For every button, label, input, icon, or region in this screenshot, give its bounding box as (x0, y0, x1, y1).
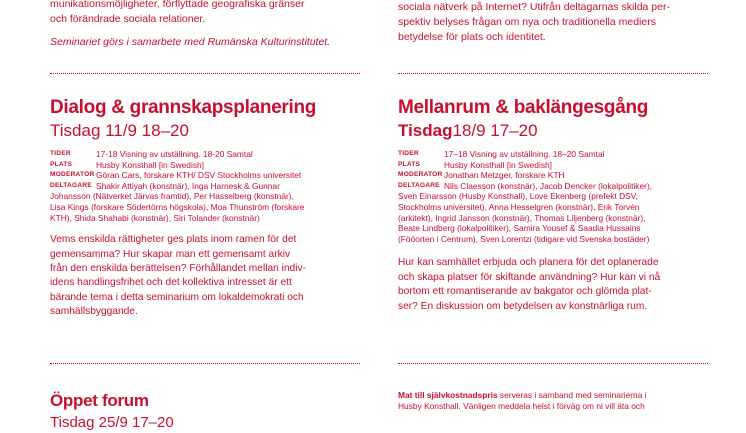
event-mellanrum (398, 97, 708, 314)
plats-value: Husby Konsthall [in Swedish] (444, 159, 552, 170)
desc-line: Hur kan samhället erbjuda och planera för det oplanerade (398, 257, 659, 269)
deltagare-cont: (Fööorten i Centrum), Sven Lorentzi (tidigare vid Svenska bostäder) (398, 233, 650, 244)
moderator-value: Göran Cars, forskare KTH/ DSV Stockholms universitet (96, 170, 302, 181)
collaboration-note: Seminariet görs i samarbete med Rumänska Kulturinstitutet. (50, 36, 331, 48)
moderator-label: MODERATOR (398, 171, 443, 179)
event-date: Tisdag 11/9 18–20 (50, 121, 189, 140)
top-right-line: spektiv belyses frågan om nya och traditionella mediers (398, 16, 656, 28)
divider (398, 73, 708, 74)
deltagare-cont: KTH), Shida Shahabi (konstnär), Siri Tolander (konstnär) (50, 212, 260, 223)
deltagare-label: DELTAGARE (50, 181, 92, 189)
deltagare-cont: Beate Lindberg (lokalpolitiker), Samira Yousef & Saadia Hussains (398, 223, 641, 234)
event-title: Mellanrum & baklängesgång (398, 97, 649, 118)
top-right-block (398, 0, 708, 45)
plats-label: PLATS (50, 160, 73, 168)
desc-line: ser? En diskussion om betydelsen av konstnärliga rum. (398, 300, 648, 312)
desc-line: bortom ett romantiserande av bakgator och glömda plat- (398, 286, 652, 298)
deltagare-label: DELTAGARE (398, 181, 440, 189)
top-right-line: sociala nätverk på Internet? Utifrån deltagarnas skilda per- (398, 1, 670, 13)
top-left-line: och förändrade sociala relationer. (50, 13, 206, 25)
desc-line: och skapa platser för skiftande användning? Hur kan vi nå (398, 271, 661, 283)
moderator-label: MODERATOR (50, 171, 95, 179)
event-dialog (50, 97, 360, 320)
desc-line: gemensamma? Hur skapar man ett gemensamt arkiv (50, 248, 291, 260)
divider (50, 363, 360, 364)
desc-line: bärande tema i detta seminarium om lokaldemokrati och (50, 291, 304, 303)
food-note (398, 390, 708, 412)
desc-line: Vems enskilda rättigheter ges plats inom ramen för det (50, 234, 297, 246)
deltagare-cont: Lisa Kings (forskare Södertörns högskola), Moa Thunström (forskare (50, 201, 305, 212)
deltagare-cont: Stockholms universitet), Anna Hesselgren (konstnär), Erik Torvén (398, 201, 640, 212)
event-meta (50, 149, 360, 223)
deltagare-value: Nils Claesson (konstnär), Jacob Dencker (lokalpolitiker), (444, 180, 653, 191)
plats-value: Husby Konsthall [in Swedish] (96, 159, 204, 170)
event-description (50, 233, 360, 319)
tider-label: TIDER (50, 150, 71, 157)
deltagare-cont: Sven Einarsson (Husby Konsthall), Love Ekenberg (prefekt DSV, (398, 191, 638, 202)
event-description (398, 256, 708, 314)
tider-value: 17-18 Visning av utställning. 18-20 Samtal (96, 149, 253, 159)
divider (398, 363, 708, 364)
event-open-forum (50, 391, 360, 433)
top-right-line: betydelse för plats och identitet. (398, 31, 546, 43)
deltagare-value: Shakir Attiyah (konstnär), Inga Harnesk & Gunnar (96, 180, 280, 191)
tider-label: TIDER (398, 150, 419, 157)
tider-value: 17–18 Visning av utställning. 18–20 Samtal (444, 149, 605, 159)
top-left-block (50, 0, 360, 50)
event-meta (398, 149, 708, 244)
divider (50, 73, 360, 74)
desc-line: från den enskilda berättelsen? Förhållandet mellan indiv- (50, 262, 306, 274)
event-title: Öppet forum (50, 391, 149, 410)
food-note-bold: Mat till självkostnadspris (398, 390, 498, 400)
food-note-line2: Husby Konsthall. Vänligen meddela helst i förväg om ni vill äta och (398, 401, 645, 411)
desc-line: idens handlingsfrihet och det kollektiva intresset är ett (50, 277, 292, 289)
plats-label: PLATS (398, 160, 421, 168)
event-date: Tisdag 25/9 17–20 (50, 414, 174, 431)
desc-line: samhällsbyggande. (50, 306, 138, 318)
event-date (398, 121, 708, 141)
event-date-day: Tisdag (398, 121, 453, 140)
event-date-rest: 18/9 17–20 (452, 121, 538, 140)
food-note-line (398, 390, 708, 401)
top-left-line: munikationsmöjligheter, förflyttade geografiska gränser (50, 0, 305, 10)
deltagare-cont: (arkitekt), Ingrid Jansson (konstnär), Thomas Liljenberg (konstnär), (398, 212, 646, 223)
event-title: Dialog & grannskapsplanering (50, 97, 317, 118)
deltagare-cont: Johansson (Nätverket Järvas framtid), Per Hasselberg (konstnär), (50, 191, 294, 202)
food-note-rest: serveras i samband med seminarierna i (497, 390, 647, 400)
moderator-value: Jonathan Metzger, forskare KTH (444, 170, 565, 181)
